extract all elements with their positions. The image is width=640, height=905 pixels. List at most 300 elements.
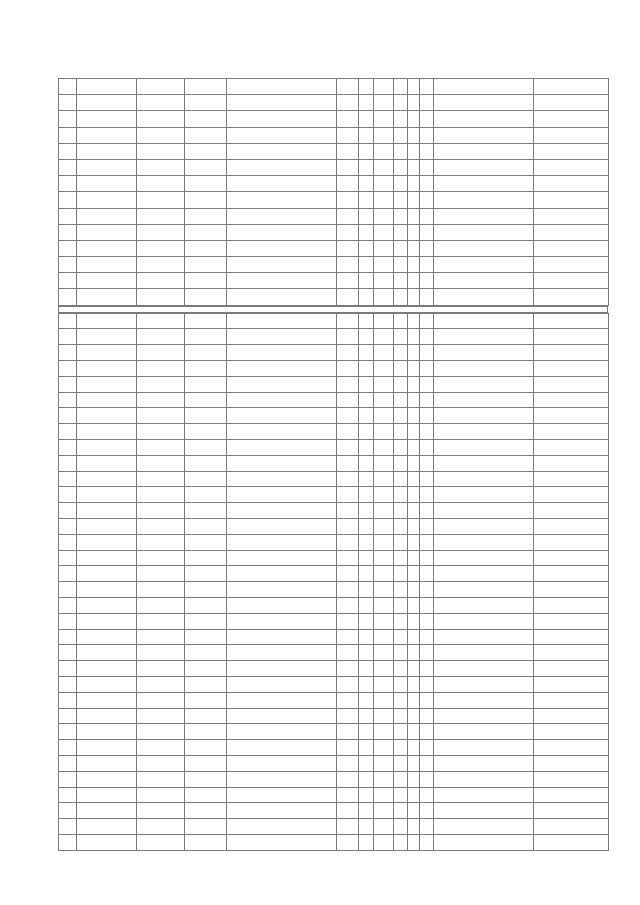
table-cell [420,176,434,192]
table-cell [374,471,394,487]
table-cell [337,819,359,835]
document-sheet [58,78,608,851]
table-cell [408,455,420,471]
table-cell [434,313,534,329]
table-cell [185,534,227,550]
table-cell [374,740,394,756]
table-cell [337,771,359,787]
table-cell [59,487,77,503]
table-cell [337,208,359,224]
table-cell [408,787,420,803]
table-cell [374,273,394,289]
table-cell [185,803,227,819]
table-cell [394,613,408,629]
table-cell [420,192,434,208]
table-row [59,724,609,740]
table-cell [337,566,359,582]
table-row [59,176,609,192]
table-cell [137,208,185,224]
table-cell [420,629,434,645]
table-cell [434,408,534,424]
table-cell [434,127,534,143]
table-row [59,127,609,143]
table-row [59,208,609,224]
table-cell [59,692,77,708]
table-cell [59,834,77,850]
table-cell [534,440,609,456]
table-cell [420,240,434,256]
table-row [59,692,609,708]
table-row [59,79,609,95]
table-top [58,78,609,306]
table-cell [185,240,227,256]
table-cell [59,471,77,487]
table-cell [77,692,137,708]
table-cell [434,708,534,724]
table-cell [59,566,77,582]
table-cell [434,257,534,273]
table-cell [185,257,227,273]
table-cell [77,127,137,143]
table-cell [337,613,359,629]
table-cell [359,819,374,835]
table-cell [77,440,137,456]
table-cell [337,692,359,708]
table-cell [77,79,137,95]
table-cell [374,629,394,645]
table-cell [394,257,408,273]
table-cell [137,692,185,708]
table-cell [408,819,420,835]
table-cell [227,208,337,224]
table-cell [59,819,77,835]
table-cell [408,289,420,305]
table-cell [534,408,609,424]
table-cell [227,661,337,677]
table-cell [359,392,374,408]
table-row [59,740,609,756]
table-row [59,329,609,345]
table-cell [359,708,374,724]
table-cell [359,755,374,771]
table-cell [185,582,227,598]
table-cell [420,503,434,519]
table-cell [137,240,185,256]
table-row [59,361,609,377]
table-cell [434,329,534,345]
table-cell [534,550,609,566]
table-cell [359,313,374,329]
table-cell [374,771,394,787]
table-row [59,111,609,127]
table-row [59,771,609,787]
table-cell [434,613,534,629]
table-cell [420,645,434,661]
table-cell [359,376,374,392]
table-cell [337,127,359,143]
table-cell [420,95,434,111]
table-cell [394,819,408,835]
table-cell [434,392,534,408]
table-cell [394,692,408,708]
table-cell [408,708,420,724]
table-row [59,597,609,613]
table-cell [137,176,185,192]
table-cell [374,724,394,740]
table-cell [359,692,374,708]
table-cell [408,803,420,819]
table-cell [408,597,420,613]
table-cell [434,692,534,708]
table-row [59,582,609,598]
table-cell [227,771,337,787]
table-cell [337,95,359,111]
table-cell [77,408,137,424]
table-cell [408,834,420,850]
table-cell [408,740,420,756]
table-cell [408,313,420,329]
table-cell [434,176,534,192]
table-cell [394,503,408,519]
table-cell [185,361,227,377]
table-cell [77,257,137,273]
table-cell [185,376,227,392]
section-heading-table [58,306,608,313]
table-cell [534,111,609,127]
table-cell [227,455,337,471]
table-cell [185,629,227,645]
table-main [58,313,609,851]
table-cell [374,176,394,192]
table-cell [394,192,408,208]
table-cell [420,819,434,835]
table-cell [337,645,359,661]
table-cell [534,787,609,803]
table-cell [534,143,609,159]
table-cell [394,329,408,345]
table-cell [227,79,337,95]
table-cell [227,376,337,392]
table-cell [337,487,359,503]
table-cell [434,661,534,677]
table-cell [77,208,137,224]
table-cell [534,257,609,273]
table-cell [420,740,434,756]
table-cell [227,361,337,377]
table-row [59,192,609,208]
table-cell [227,471,337,487]
table-cell [137,440,185,456]
table-cell [374,803,394,819]
table-cell [420,143,434,159]
table-cell [534,661,609,677]
table-cell [534,329,609,345]
table-cell [77,708,137,724]
table-cell [137,345,185,361]
table-cell [337,550,359,566]
table-cell [77,95,137,111]
table-row [59,376,609,392]
table-row [59,661,609,677]
table-cell [408,79,420,95]
table-cell [394,313,408,329]
table-cell [434,534,534,550]
table-cell [408,755,420,771]
table-cell [185,224,227,240]
table-cell [359,345,374,361]
table-cell [374,127,394,143]
table-cell [227,95,337,111]
table-cell [227,257,337,273]
table-cell [534,79,609,95]
table-cell [534,313,609,329]
table-cell [227,440,337,456]
table-cell [374,755,394,771]
table-cell [59,289,77,305]
table-cell [420,803,434,819]
table-cell [359,208,374,224]
table-cell [185,597,227,613]
table-cell [420,550,434,566]
table-cell [137,803,185,819]
table-cell [434,550,534,566]
table-row [59,273,609,289]
table-cell [394,224,408,240]
table-cell [137,708,185,724]
table-cell [374,392,394,408]
table-cell [137,376,185,392]
table-cell [337,392,359,408]
table-cell [408,159,420,175]
table-cell [227,392,337,408]
table-cell [434,771,534,787]
table-cell [137,487,185,503]
table-cell [434,159,534,175]
table-cell [420,613,434,629]
table-cell [534,224,609,240]
table-cell [77,111,137,127]
table-cell [394,159,408,175]
table-cell [394,629,408,645]
table-cell [394,111,408,127]
table-cell [359,629,374,645]
table-cell [374,79,394,95]
table-cell [185,111,227,127]
section-heading-row [59,306,608,312]
table-cell [534,159,609,175]
table-cell [185,313,227,329]
table-cell [359,518,374,534]
table-row [59,629,609,645]
table-cell [137,329,185,345]
table-cell [59,143,77,159]
table-cell [137,392,185,408]
table-cell [337,111,359,127]
table-cell [137,313,185,329]
table-cell [185,455,227,471]
table-cell [337,257,359,273]
table-cell [137,518,185,534]
table-cell [408,645,420,661]
table-cell [185,159,227,175]
table-cell [434,566,534,582]
table-cell [359,361,374,377]
table-cell [77,534,137,550]
table-cell [137,645,185,661]
table-cell [420,676,434,692]
table-cell [374,676,394,692]
table-cell [59,240,77,256]
table-cell [227,819,337,835]
table-cell [185,692,227,708]
table-cell [394,834,408,850]
table-row [59,518,609,534]
table-cell [420,787,434,803]
table-cell [408,240,420,256]
table-cell [359,143,374,159]
table-cell [374,240,394,256]
table-cell [227,487,337,503]
table-row [59,645,609,661]
table-cell [359,582,374,598]
table-cell [408,345,420,361]
table-cell [394,518,408,534]
table-row [59,313,609,329]
table-cell [77,834,137,850]
table-cell [408,408,420,424]
table-cell [77,361,137,377]
table-cell [59,408,77,424]
table-cell [77,424,137,440]
table-cell [137,724,185,740]
table-cell [420,724,434,740]
table-cell [420,208,434,224]
table-cell [408,724,420,740]
table-cell [185,518,227,534]
table-cell [227,597,337,613]
table-cell [394,582,408,598]
table-cell [534,582,609,598]
table-cell [227,127,337,143]
table-cell [374,597,394,613]
table-row [59,803,609,819]
table-cell [77,724,137,740]
table-cell [394,240,408,256]
table-cell [137,455,185,471]
table-cell [337,661,359,677]
table-cell [59,661,77,677]
table-cell [394,597,408,613]
table-cell [59,79,77,95]
table-cell [77,224,137,240]
table-cell [137,550,185,566]
table-cell [420,534,434,550]
table-cell [434,803,534,819]
table-cell [227,692,337,708]
table-row [59,392,609,408]
table-cell [337,273,359,289]
table-cell [394,771,408,787]
table-cell [227,803,337,819]
table-cell [374,518,394,534]
table-cell [137,629,185,645]
table-cell [534,192,609,208]
table-cell [337,345,359,361]
table-cell [185,819,227,835]
table-cell [374,361,394,377]
table-cell [420,224,434,240]
table-cell [394,361,408,377]
table-cell [534,834,609,850]
table-cell [534,289,609,305]
table-cell [394,79,408,95]
table-cell [359,95,374,111]
table-cell [337,597,359,613]
table-cell [185,408,227,424]
table-cell [408,613,420,629]
table-cell [185,127,227,143]
table-cell [77,597,137,613]
table-cell [420,376,434,392]
table-row [59,257,609,273]
table-cell [227,740,337,756]
table-cell [408,550,420,566]
table-cell [59,159,77,175]
table-cell [408,503,420,519]
table-cell [77,613,137,629]
table-cell [137,127,185,143]
table-cell [337,176,359,192]
table-cell [394,534,408,550]
table-row [59,503,609,519]
table-cell [77,661,137,677]
table-cell [185,79,227,95]
table-row [59,471,609,487]
table-cell [359,192,374,208]
table-cell [408,629,420,645]
table-cell [137,192,185,208]
table-cell [227,834,337,850]
table-cell [77,740,137,756]
table-cell [534,376,609,392]
table-cell [434,440,534,456]
table-cell [185,676,227,692]
table-cell [374,159,394,175]
table-cell [77,518,137,534]
table-cell [394,550,408,566]
table-row [59,95,609,111]
table-cell [359,566,374,582]
table-cell [337,534,359,550]
table-cell [408,661,420,677]
table-cell [185,329,227,345]
table-cell [374,257,394,273]
table-cell [434,192,534,208]
table-cell [534,803,609,819]
table-row [59,566,609,582]
table-cell [337,708,359,724]
table-cell [77,455,137,471]
table-cell [434,787,534,803]
table-cell [394,273,408,289]
table-cell [137,771,185,787]
table-cell [408,534,420,550]
table-cell [185,192,227,208]
table-cell [374,408,394,424]
table-cell [534,503,609,519]
table-cell [394,566,408,582]
table-cell [137,613,185,629]
